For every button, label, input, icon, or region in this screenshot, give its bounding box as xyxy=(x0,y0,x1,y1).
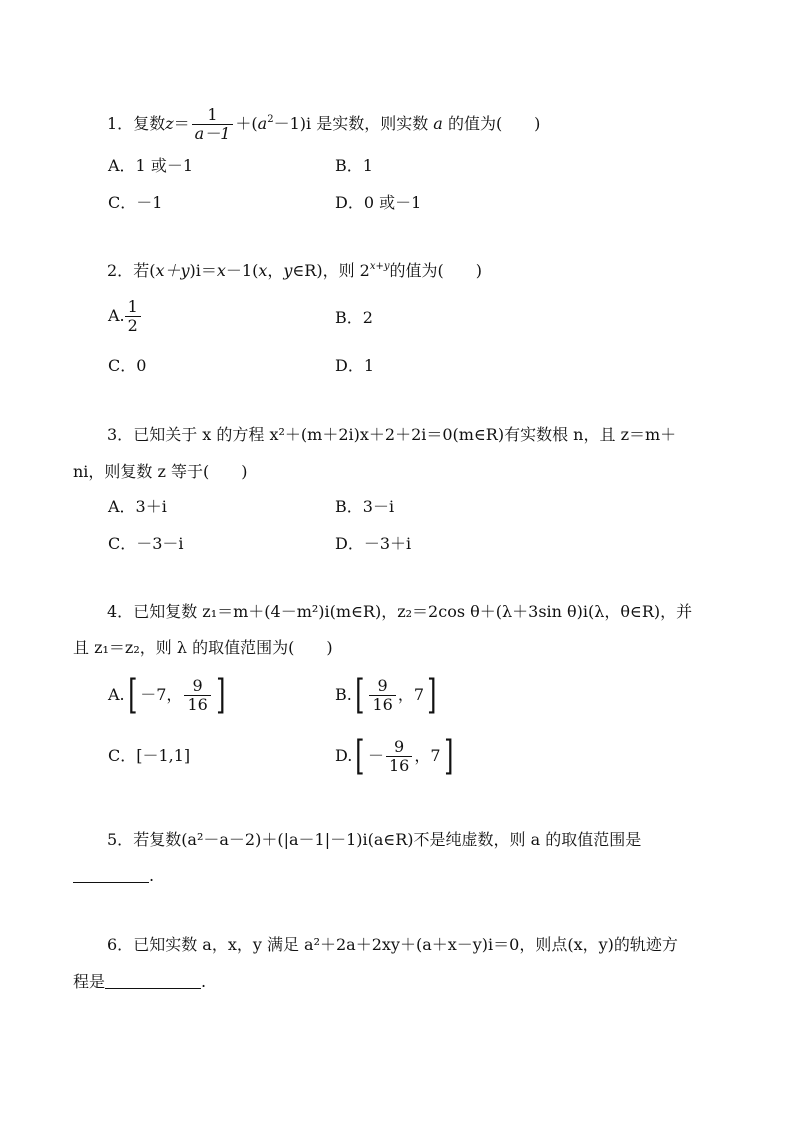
answer-blank[interactable] xyxy=(73,866,149,883)
answer-blank[interactable] xyxy=(105,972,201,989)
option-d: D. [ － $\frac{9}{16}$ ，7 ] xyxy=(335,733,454,779)
option-d: D．0 或－1 xyxy=(335,193,422,212)
left-bracket: [ xyxy=(127,672,138,718)
question-6-stem-line2: 程是 . xyxy=(73,972,207,991)
option-a: A. [ －7， $\frac{9}{16}$ ] xyxy=(108,672,226,718)
option-c: C．－3－i xyxy=(108,534,184,553)
question-2-stem: 2．若(x＋y)i＝x－1(x，y∈R)，则 $2^{x+y}$的值为( ) xyxy=(107,261,483,280)
question-3-stem-line1: 3．已知关于 x 的方程 x²＋(m＋2i)x＋2＋2i＝0(m∈R)有实数根 n，且 z＝m＋ xyxy=(107,425,677,444)
question-4-stem-line2: 且 z₁＝z₂，则 λ 的取值范围为( ) xyxy=(73,638,333,657)
option-b: B．1 xyxy=(335,156,373,175)
fraction: $\frac{9}{16}$ xyxy=(369,677,395,714)
left-bracket: [ xyxy=(355,733,365,779)
fraction: $\frac{9}{16}$ xyxy=(184,677,210,714)
fraction: $\frac{1}{a-1}$ xyxy=(192,106,234,143)
question-6-stem-line1: 6．已知实数 a，x，y 满足 a²＋2a＋2xy＋(a＋x－y)i＝0，则点(x，y)的轨迹方 xyxy=(107,935,678,954)
question-3-stem-line2: ni，则复数 z 等于( ) xyxy=(73,462,248,481)
question-number: 3． xyxy=(107,425,134,444)
option-b: B．2 xyxy=(335,308,373,327)
option-d: D．1 xyxy=(335,356,375,375)
option-a: A．3＋i xyxy=(108,497,167,516)
option-c: C．－1 xyxy=(108,193,163,212)
question-4-stem-line1: 4．已知复数 z₁＝m＋(4－m²)i(m∈R)，z₂＝2cos θ＋(λ＋3sin θ)i(λ，θ∈R)，并 xyxy=(107,602,693,621)
question-5-stem-line2: . xyxy=(73,866,154,886)
question-1-stem: 1．复数z＝ $\frac{1}{a-1}$ $+(a^2-1)i$ 是实数，则实数 a 的值为( ) xyxy=(107,105,541,143)
right-bracket: ] xyxy=(215,672,226,718)
question-number: 4． xyxy=(107,602,134,621)
question-number: 1． xyxy=(107,114,134,133)
option-a: A. $\frac{1}{2}$ xyxy=(108,298,143,335)
fraction: $\frac{1}{2}$ xyxy=(125,298,141,335)
question-number: 6． xyxy=(107,935,134,954)
option-d: D．－3＋i xyxy=(335,534,412,553)
fraction: $\frac{9}{16}$ xyxy=(386,738,412,775)
option-b: B. [ $\frac{9}{16}$ ，7 ] xyxy=(335,672,437,718)
right-bracket: ] xyxy=(427,672,437,718)
question-number: 2． xyxy=(107,261,134,280)
right-bracket: ] xyxy=(443,733,454,779)
left-bracket: [ xyxy=(354,672,365,718)
question-5-stem-line1: 5．若复数(a²－a－2)＋(|a－1|－1)i(a∈R)不是纯虚数，则 a 的取值范围是 xyxy=(107,830,642,849)
option-c: C．[－1,1] xyxy=(108,746,191,765)
option-a: A．1 或－1 xyxy=(108,156,194,175)
option-c: C．0 xyxy=(108,356,147,375)
question-number: 5． xyxy=(107,830,134,849)
option-b: B．3－i xyxy=(335,497,395,516)
